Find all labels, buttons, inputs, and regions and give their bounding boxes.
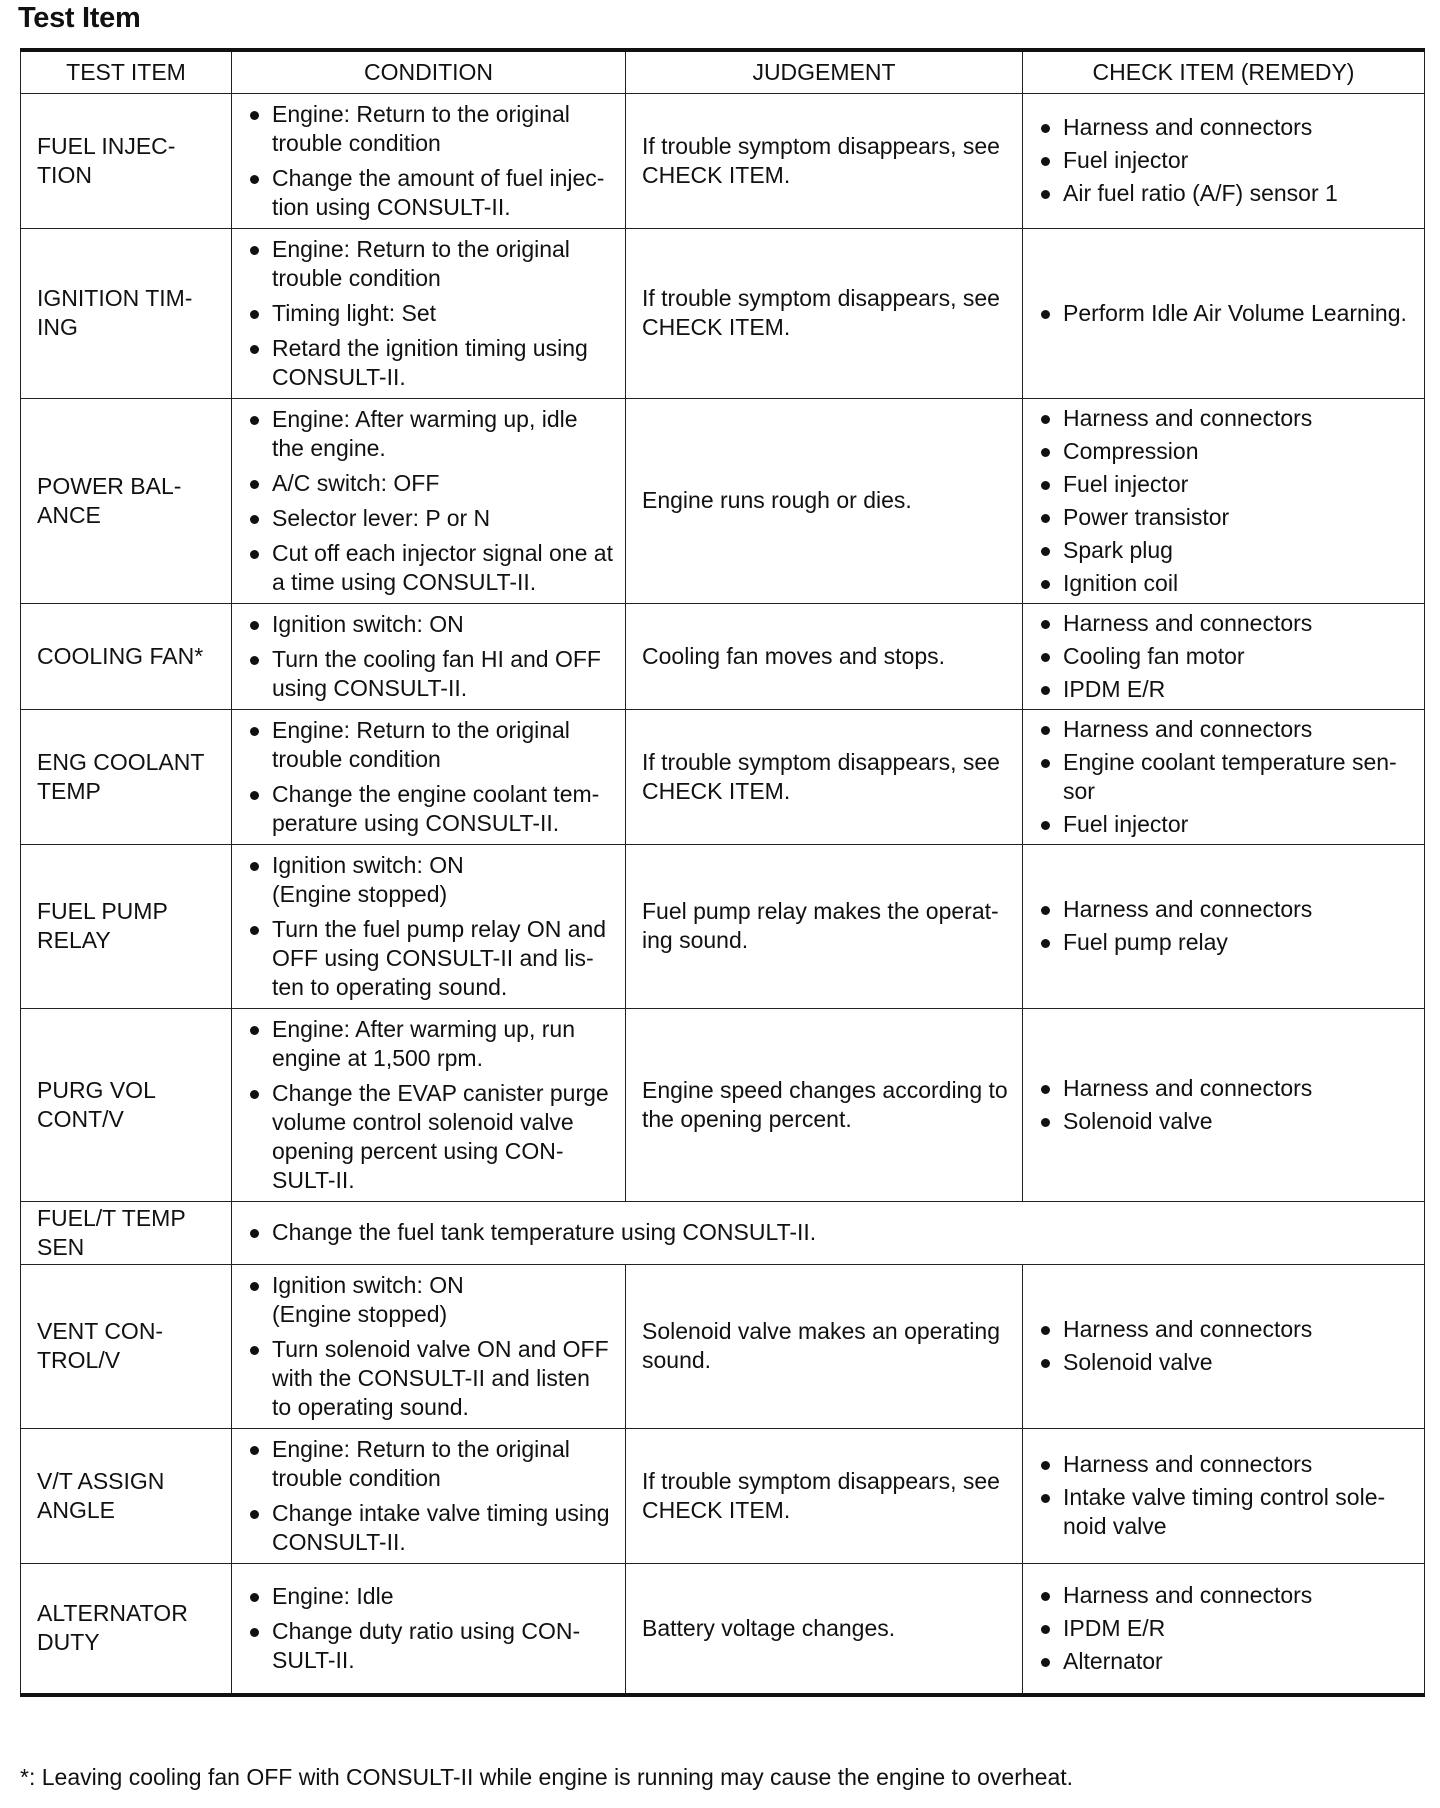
judgement-cell: Engine runs rough or dies.	[626, 398, 1023, 603]
check-item-cell	[1023, 603, 1425, 709]
table-row	[21, 228, 1425, 398]
list-item: Fuel injector	[1039, 470, 1414, 499]
list-item: Harness and connectors	[1039, 1450, 1414, 1479]
judgement-cell: Solenoid valve makes an operating sound.	[626, 1264, 1023, 1428]
header-judgement: JUDGEMENT	[626, 50, 1023, 93]
list-item: Ignition coil	[1039, 569, 1414, 598]
check-item-cell	[1023, 1264, 1425, 1428]
page-title: Test Item	[18, 2, 141, 34]
condition-list	[248, 1218, 1414, 1247]
condition-cell	[232, 1563, 626, 1695]
list-item: Change the EVAP canister purge volume control solenoid valve opening percent using CON- SULT-II.	[248, 1079, 615, 1195]
list-item: Change the engine coolant tem- perature using CONSULT-II.	[248, 780, 615, 838]
condition-cell	[232, 709, 626, 844]
check-item-cell	[1023, 709, 1425, 844]
list-item: Turn solenoid valve ON and OFF with the CONSULT-II and listen to operating sound.	[248, 1335, 615, 1422]
header-check-item: CHECK ITEM (REMEDY)	[1023, 50, 1425, 93]
list-item: Harness and connectors	[1039, 404, 1414, 433]
list-item: IPDM E/R	[1039, 1614, 1414, 1643]
check-item-list	[1039, 1074, 1414, 1136]
list-item: IPDM E/R	[1039, 675, 1414, 704]
test-item-cell: FUEL/T TEMP SEN	[21, 1201, 232, 1264]
list-item: Change the amount of fuel injec- tion using CONSULT-II.	[248, 164, 615, 222]
list-item: Solenoid valve	[1039, 1107, 1414, 1136]
list-item: Turn the fuel pump relay ON and OFF using CONSULT-II and lis- ten to operating sound.	[248, 915, 615, 1002]
condition-list	[248, 1015, 615, 1195]
check-item-cell	[1023, 844, 1425, 1008]
list-item: Engine: Return to the original trouble condition	[248, 716, 615, 774]
condition-cell	[232, 603, 626, 709]
list-item: Harness and connectors	[1039, 1315, 1414, 1344]
list-item: Harness and connectors	[1039, 715, 1414, 744]
list-item: Fuel injector	[1039, 810, 1414, 839]
check-item-cell	[1023, 398, 1425, 603]
condition-cell	[232, 1201, 1425, 1264]
list-item: Ignition switch: ON	[248, 610, 615, 639]
list-item: Harness and connectors	[1039, 1074, 1414, 1103]
list-item: Harness and connectors	[1039, 113, 1414, 142]
table-row	[21, 603, 1425, 709]
test-item-cell: V/T ASSIGN ANGLE	[21, 1428, 232, 1563]
condition-list	[248, 1582, 615, 1675]
list-item: Engine coolant temperature sen- sor	[1039, 748, 1414, 806]
check-item-list	[1039, 1315, 1414, 1377]
list-item: A/C switch: OFF	[248, 469, 615, 498]
test-item-cell: ENG COOLANT TEMP	[21, 709, 232, 844]
test-item-cell: FUEL INJEC- TION	[21, 93, 232, 228]
table-row	[21, 1428, 1425, 1563]
condition-list	[248, 1271, 615, 1422]
list-item: Engine: Return to the original trouble condition	[248, 1435, 615, 1493]
table-row	[21, 844, 1425, 1008]
header-condition: CONDITION	[232, 50, 626, 93]
list-item: Spark plug	[1039, 536, 1414, 565]
list-item: Cut off each injector signal one at a time using CONSULT-II.	[248, 539, 615, 597]
table-row	[21, 1008, 1425, 1201]
list-item: Harness and connectors	[1039, 895, 1414, 924]
list-item: Fuel injector	[1039, 146, 1414, 175]
check-item-cell	[1023, 93, 1425, 228]
list-item: Ignition switch: ON (Engine stopped)	[248, 1271, 615, 1329]
condition-list	[248, 716, 615, 838]
list-item: Engine: Return to the original trouble condition	[248, 235, 615, 293]
list-item: Alternator	[1039, 1647, 1414, 1676]
check-item-cell	[1023, 1008, 1425, 1201]
condition-list	[248, 235, 615, 392]
list-item: Fuel pump relay	[1039, 928, 1414, 957]
list-item: Change duty ratio using CON- SULT-II.	[248, 1617, 615, 1675]
judgement-cell: Cooling fan moves and stops.	[626, 603, 1023, 709]
condition-cell	[232, 1008, 626, 1201]
test-item-cell: FUEL PUMP RELAY	[21, 844, 232, 1008]
test-item-cell: PURG VOL CONT/V	[21, 1008, 232, 1201]
judgement-cell: If trouble symptom disappears, see CHECK ITEM.	[626, 1428, 1023, 1563]
condition-list	[248, 100, 615, 222]
check-item-cell	[1023, 228, 1425, 398]
list-item: Harness and connectors	[1039, 1581, 1414, 1610]
condition-list	[248, 1435, 615, 1557]
condition-cell	[232, 1428, 626, 1563]
table-row	[21, 1264, 1425, 1428]
list-item: Retard the ignition timing using CONSULT-II.	[248, 334, 615, 392]
list-item: Solenoid valve	[1039, 1348, 1414, 1377]
condition-cell	[232, 844, 626, 1008]
judgement-cell: If trouble symptom disappears, see CHECK ITEM.	[626, 709, 1023, 844]
footnote: *: Leaving cooling fan OFF with CONSULT-II while engine is running may cause the engine to overheat.	[20, 1764, 1074, 1790]
check-item-list	[1039, 299, 1414, 328]
list-item: Compression	[1039, 437, 1414, 466]
table-row	[21, 709, 1425, 844]
list-item: Timing light: Set	[248, 299, 615, 328]
list-item: Selector lever: P or N	[248, 504, 615, 533]
judgement-cell: If trouble symptom disappears, see CHECK ITEM.	[626, 228, 1023, 398]
condition-cell	[232, 93, 626, 228]
judgement-cell: Fuel pump relay makes the operat- ing sound.	[626, 844, 1023, 1008]
test-item-cell: POWER BAL- ANCE	[21, 398, 232, 603]
list-item: Engine: Return to the original trouble condition	[248, 100, 615, 158]
check-item-cell	[1023, 1563, 1425, 1695]
table-header-row	[21, 50, 1425, 93]
judgement-cell: If trouble symptom disappears, see CHECK ITEM.	[626, 93, 1023, 228]
test-item-cell: ALTERNATOR DUTY	[21, 1563, 232, 1695]
check-item-list	[1039, 113, 1414, 208]
condition-list	[248, 851, 615, 1002]
table-row	[21, 1563, 1425, 1695]
test-item-cell: COOLING FAN*	[21, 603, 232, 709]
list-item: Engine: After warming up, idle the engine.	[248, 405, 615, 463]
list-item: Harness and connectors	[1039, 609, 1414, 638]
list-item: Power transistor	[1039, 503, 1414, 532]
test-item-cell: IGNITION TIM- ING	[21, 228, 232, 398]
check-item-list	[1039, 404, 1414, 598]
list-item: Air fuel ratio (A/F) sensor 1	[1039, 179, 1414, 208]
check-item-list	[1039, 1450, 1414, 1541]
check-item-list	[1039, 609, 1414, 704]
list-item: Intake valve timing control sole- noid valve	[1039, 1483, 1414, 1541]
list-item: Perform Idle Air Volume Learning.	[1039, 299, 1414, 328]
list-item: Ignition switch: ON (Engine stopped)	[248, 851, 615, 909]
judgement-cell: Engine speed changes according to the opening percent.	[626, 1008, 1023, 1201]
condition-list	[248, 610, 615, 703]
list-item: Change intake valve timing using CONSULT-II.	[248, 1499, 615, 1557]
table-row	[21, 1201, 1425, 1264]
check-item-list	[1039, 895, 1414, 957]
check-item-list	[1039, 1581, 1414, 1676]
list-item: Engine: Idle	[248, 1582, 615, 1611]
condition-list	[248, 405, 615, 597]
list-item: Engine: After warming up, run engine at 1,500 rpm.	[248, 1015, 615, 1073]
check-item-list	[1039, 715, 1414, 839]
condition-cell	[232, 398, 626, 603]
list-item: Cooling fan motor	[1039, 642, 1414, 671]
test-item-table	[20, 48, 1425, 1697]
condition-cell	[232, 228, 626, 398]
table-row	[21, 398, 1425, 603]
check-item-cell	[1023, 1428, 1425, 1563]
test-item-cell: VENT CON- TROL/V	[21, 1264, 232, 1428]
condition-cell	[232, 1264, 626, 1428]
header-test-item: TEST ITEM	[21, 50, 232, 93]
judgement-cell: Battery voltage changes.	[626, 1563, 1023, 1695]
table-row	[21, 93, 1425, 228]
list-item: Change the fuel tank temperature using CONSULT-II.	[248, 1218, 1414, 1247]
list-item: Turn the cooling fan HI and OFF using CONSULT-II.	[248, 645, 615, 703]
